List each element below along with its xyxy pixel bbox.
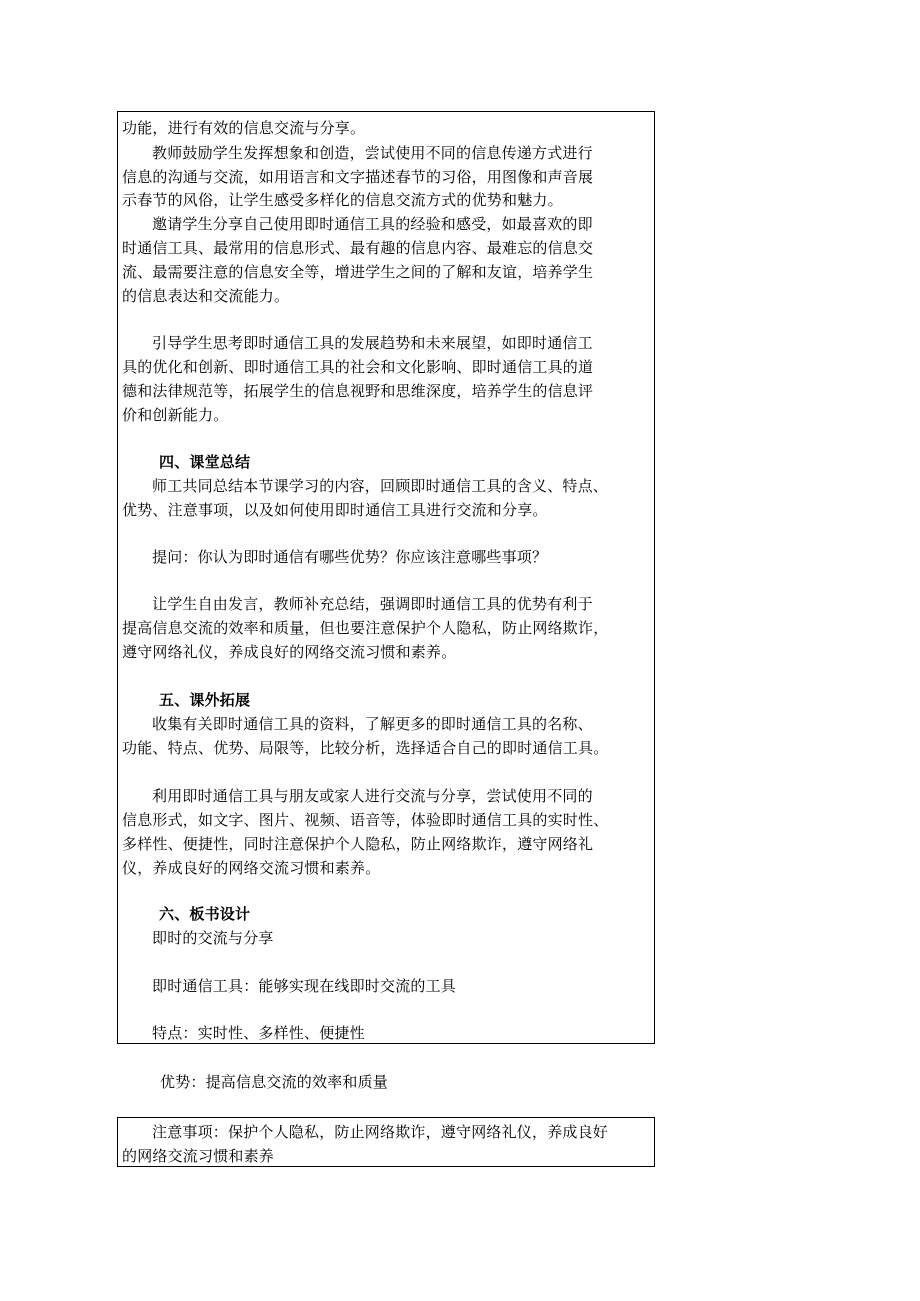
- text-line: 利用即时通信工具与朋友或家人进行交流与分享，尝试使用不同的: [152, 787, 593, 805]
- text-line: 的网络交流习惯和素养: [122, 1147, 275, 1165]
- text-line: 多样性、便捷性，同时注意保护个人隐私，防止网络欺诈，遵守网络礼: [122, 835, 594, 853]
- text-line: 师工共同总结本节课学习的内容，回顾即时通信工具的含义、特点、: [152, 477, 609, 495]
- text-line: 即时的交流与分享: [152, 929, 274, 947]
- text-line: 遵守网络礼仪，养成良好的网络交流习惯和素养。: [122, 643, 457, 661]
- text-line: 信息的沟通与交流，如用语言和文字描述春节的习俗，用图像和声音展: [122, 168, 594, 186]
- text-line: 仪，养成良好的网络交流习惯和素养。: [122, 859, 381, 877]
- section-heading-extension: 五、课外拓展: [159, 691, 251, 709]
- text-line: 功能、特点、优势、局限等，比较分析，选择适合自己的即时通信工具。: [122, 739, 609, 757]
- text-line: 引导学生思考即时通信工具的发展趋势和未来展望，如即时通信工: [152, 334, 593, 352]
- text-line: 让学生自由发言，教师补充总结，强调即时通信工具的优势有利于: [152, 595, 593, 613]
- text-line: 的信息表达和交流能力。: [122, 287, 290, 305]
- text-line: 价和创新能力。: [122, 406, 229, 424]
- text-line: 收集有关即时通信工具的资料，了解更多的即时通信工具的名称、: [152, 715, 593, 733]
- text-line: 邀请学生分享自己使用即时通信工具的经验和感受，如最喜欢的即: [152, 215, 593, 233]
- text-line: 信息形式，如文字、图片、视频、语音等，体验即时通信工具的实时性、: [122, 811, 609, 829]
- text-line: 具的优化和创新、即时通信工具的社会和文化影响、即时通信工具的道: [122, 358, 594, 376]
- section-heading-summary: 四、课堂总结: [159, 453, 251, 471]
- text-line: 流、最需要注意的信息安全等，增进学生之间的了解和友谊，培养学生: [122, 263, 594, 281]
- text-line: 德和法律规范等，拓展学生的信息视野和思维深度，培养学生的信息评: [122, 382, 594, 400]
- text-line: 优势、注意事项，以及如何使用即时通信工具进行交流和分享。: [122, 501, 548, 519]
- advantage-line: 优势：提高信息交流的效率和质量: [160, 1073, 389, 1091]
- text-line: 提高信息交流的效率和质量，但也要注意保护个人隐私，防止网络欺诈，: [122, 619, 609, 637]
- text-line: 注意事项：保护个人隐私，防止网络欺诈，遵守网络礼仪，养成良好: [152, 1123, 609, 1141]
- text-line: 即时通信工具：能够实现在线即时交流的工具: [152, 977, 457, 995]
- text-line: 示春节的风俗，让学生感受多样化的信息交流方式的优势和魅力。: [122, 191, 563, 209]
- text-line: 功能，进行有效的信息交流与分享。: [122, 119, 366, 137]
- text-line: 提问：你认为即时通信有哪些优势？你应该注意哪些事项？: [152, 548, 548, 566]
- lesson-plan-table-cell: [117, 111, 655, 1044]
- text-line: 教师鼓励学生发挥想象和创造，尝试使用不同的信息传递方式进行: [152, 144, 593, 162]
- text-line: 时通信工具、最常用的信息形式、最有趣的信息内容、最难忘的信息交: [122, 239, 594, 257]
- text-line: 特点：实时性、多样性、便捷性: [152, 1024, 365, 1042]
- section-heading-board-design: 六、板书设计: [159, 905, 251, 923]
- notes-table-cell: [117, 1117, 655, 1167]
